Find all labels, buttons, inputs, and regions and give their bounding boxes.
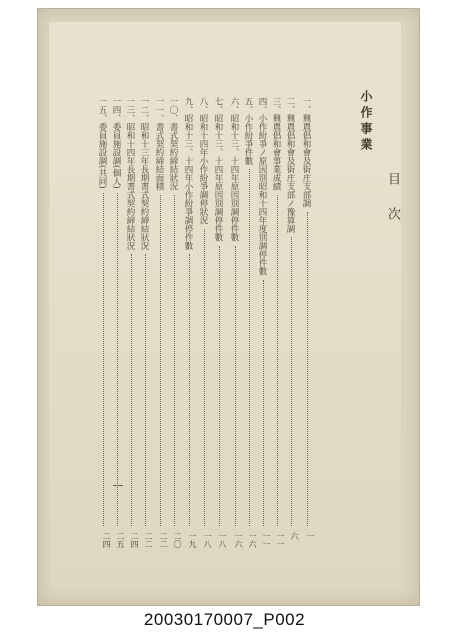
toc-entry-label: 八、昭和十四年小作紛爭調停狀況	[198, 97, 208, 225]
toc-entry	[301, 97, 315, 557]
toc-entry-label: 四、小作紛爭ノ原因別昭和十四年度別調停件數	[257, 97, 267, 276]
toc-dot-leader	[103, 193, 104, 526]
toc-dot-leader	[277, 195, 278, 527]
toc-dot-leader	[131, 254, 132, 526]
toc-page-number: 一六	[248, 532, 257, 548]
page-title: 目次	[385, 172, 400, 242]
toc-entry	[97, 97, 111, 557]
toc-dot-leader	[249, 169, 250, 526]
toc-page-number: 六	[290, 532, 299, 540]
toc-entry-label: 六、昭和十三、十四年原因別調停件數	[229, 97, 239, 242]
toc-entry	[111, 97, 125, 557]
toc-entry	[183, 97, 197, 557]
toc-entry-label: 五、小作紛爭件數	[243, 97, 253, 165]
toc-dot-leader	[307, 212, 308, 527]
toc-entry-label: 二、興農倡和會及街庄支部ノ豫算調	[285, 97, 295, 233]
toc-page-number: 一一	[262, 532, 271, 548]
toc-entry	[213, 97, 227, 557]
toc-entry-label: 九、昭和十三、十四年小作紛爭調停件數	[183, 97, 193, 250]
toc-entry	[229, 97, 243, 557]
document-page	[49, 22, 401, 589]
toc-page-number: 一九	[188, 532, 197, 548]
toc-dot-leader	[160, 195, 161, 527]
toc-dot-leader	[145, 254, 146, 526]
toc-page-number: 二〇	[173, 532, 182, 548]
toc-entry	[243, 97, 257, 557]
toc-entry-label: 一四、委員施設調(個人)	[111, 97, 121, 189]
toc-page-number: 一八	[203, 532, 212, 548]
toc-dot-leader	[263, 280, 264, 527]
toc-page-number: 二二	[144, 532, 153, 548]
toc-page-number: 二四	[102, 532, 111, 548]
toc-dot-leader	[219, 246, 220, 527]
image-caption: 20030170007_P002	[143, 610, 306, 629]
toc-dot-leader	[204, 229, 205, 527]
toc-entry	[257, 97, 271, 557]
toc-page-number: 二二	[159, 532, 168, 548]
toc-page-number: 二五	[116, 532, 125, 548]
toc-entry-label: 一、興農倡和會及街庄支部調	[301, 97, 311, 208]
toc-entry	[154, 97, 168, 557]
toc-entry-label: 一三、昭和十四年長期書式契約締結狀況	[125, 97, 135, 250]
toc-entry-label: 一一、書式契約締結面積	[154, 97, 164, 191]
toc-entry-label: 一五、委員施設調(共同)	[97, 97, 107, 189]
toc-page-number: 一一	[276, 532, 285, 548]
toc-entry	[139, 97, 153, 557]
toc-entry	[168, 97, 182, 557]
toc-entry-label: 一〇、書式契約締結狀況	[168, 97, 178, 191]
toc-entry	[271, 97, 285, 557]
toc-entry-label: 一二、昭和十三年長期書式契約締結狀況	[139, 97, 149, 250]
toc-page-number: 一六	[234, 532, 243, 548]
toc-dot-leader	[174, 195, 175, 527]
toc-entry	[285, 97, 299, 557]
toc-page-number: 二四	[130, 532, 139, 548]
toc-dot-leader	[235, 246, 236, 527]
toc-dot-leader	[189, 254, 190, 526]
section-heading: 小作事業	[359, 90, 373, 154]
toc-entry-label: 七、昭和十三、十四年原因別調停件數	[213, 97, 223, 242]
page-mark	[113, 485, 123, 486]
toc-dot-leader	[291, 237, 292, 526]
toc-entry	[125, 97, 139, 557]
toc-entry	[198, 97, 212, 557]
toc-dot-leader	[117, 193, 118, 526]
toc-page-number: 一	[306, 532, 315, 540]
toc-entry-label: 三、興農倡和會事業成績	[271, 97, 281, 191]
toc-page-number: 一八	[218, 532, 227, 548]
